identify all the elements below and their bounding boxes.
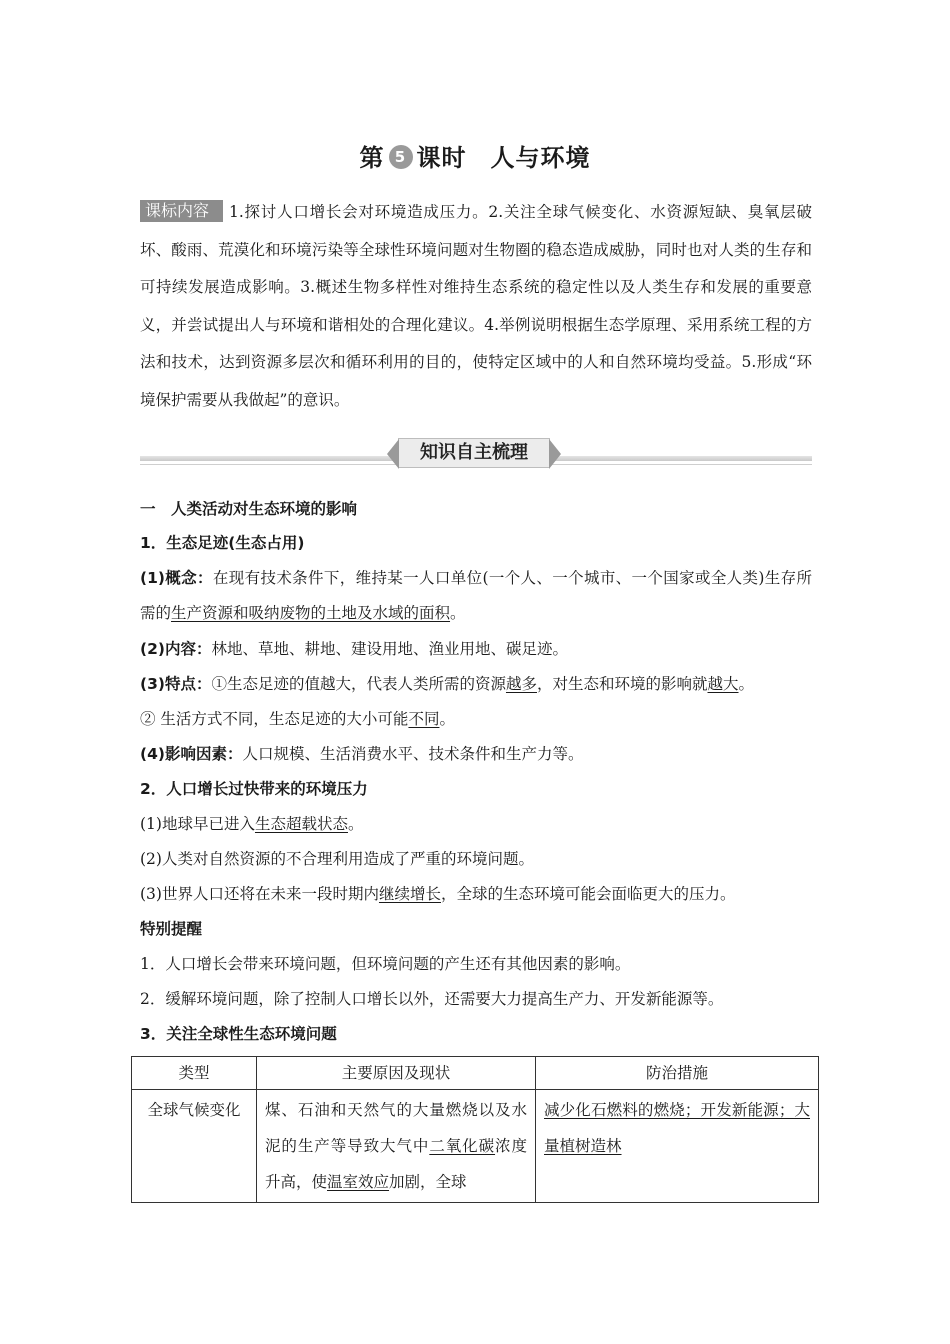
- s2-line-3: [140, 883, 815, 905]
- title-middle: 课时: [416, 144, 467, 172]
- tip-line-1: 1．人口增长会带来环境问题，但环境问题的产生还有其他因素的影响。: [140, 955, 631, 973]
- feature-label: (3)特点：: [140, 675, 212, 693]
- row1-cause-a: 煤、石油和天然气的大量燃烧以及水泥的生产等导致大气中: [265, 1101, 527, 1155]
- feature2-b: 。: [439, 710, 455, 728]
- s2-l3-answer: 继续增长: [378, 885, 441, 903]
- feature2-answer: 不同: [408, 710, 440, 728]
- feature2-a: ② 生活方式不同，生态足迹的大小可能: [140, 710, 409, 728]
- page-title: [0, 138, 950, 173]
- feature-line: [140, 673, 815, 695]
- lesson-number-badge: 5: [389, 145, 413, 169]
- environment-issues-table: [131, 1056, 819, 1203]
- table-header-row: [132, 1057, 819, 1090]
- feature-a: ①生态足迹的值越大，代表人类所需的资源: [211, 675, 506, 693]
- row1-type: 全球气候变化: [132, 1090, 257, 1203]
- content-label: (2)内容：: [140, 640, 212, 658]
- standards-text: 1.探讨人口增长会对环境造成压力。2.关注全球气候变化、水资源短缺、臭氧层破坏、酸雨、荒漠化和环境污染等全球性环境问题对生物圈的稳态造成威胁，同时也对人类的生存和可持续发展造成影响。3.概述生物多样性对维持生态系统的稳定性以及人类生存和发展的重要意义，并尝试提出人与环境和谐相处的合理化建议。4.举例说明根据生态学原理、采用系统工程的方法和技术，达到资源多层次和循环利用的目的，使特定区域中的人和自然环境均受益。5.形成“环境保护需要从我做起”的意识。: [140, 203, 812, 409]
- title-prefix: 第: [359, 144, 385, 172]
- table-header-type: 类型: [132, 1057, 257, 1090]
- s2-line-2: (2)人类对自然资源的不合理利用造成了严重的环境问题。: [140, 850, 534, 868]
- tip-line-2: 2．缓解环境问题，除了控制人口增长以外，还需要大力提高生产力、开发新能源等。: [140, 990, 724, 1008]
- factor-text: 人口规模、生活消费水平、技术条件和生产力等。: [242, 745, 584, 763]
- table-header-cause: 主要原因及现状: [257, 1057, 536, 1090]
- s2-l3-b: ，全球的生态环境可能会面临更大的压力。: [440, 885, 736, 903]
- row1-measure: [536, 1090, 819, 1203]
- content-line: [140, 638, 815, 660]
- section-banner: [140, 436, 812, 470]
- feature2-line: [140, 708, 815, 730]
- s1-heading: 1．生态足迹(生态占用): [140, 534, 305, 552]
- row1-cause-c: 加剧，全球: [389, 1173, 467, 1191]
- part1-heading: 一 人类活动对生态环境的影响: [140, 500, 358, 518]
- factor-label: (4)影响因素：: [140, 745, 243, 763]
- feature-b: ，对生态和环境的影响就: [536, 675, 708, 693]
- factor-line: [140, 743, 815, 765]
- s2-l1-a: (1)地球早已进入: [140, 815, 255, 833]
- row1-measure-answer: 减少化石燃料的燃烧；开发新能源；大量植树造林: [544, 1101, 810, 1155]
- feature-answer-2: 越大: [707, 675, 739, 693]
- row1-cause-answer-2: 温室效应: [327, 1173, 390, 1191]
- s2-l1-answer: 生态超载状态: [254, 815, 348, 833]
- s2-l1-b: 。: [347, 815, 364, 833]
- standards-tag: 课标内容: [140, 200, 223, 222]
- section-title: 知识自主梳理: [398, 438, 550, 468]
- table-row: [132, 1090, 819, 1203]
- concept-text: 在现有技术条件下，维持某一人口单位(一个人、一个城市、一个国家或全人类)生存所需的: [140, 569, 813, 622]
- row1-cause: [257, 1090, 536, 1203]
- row1-cause-answer-1: 二氧化碳: [429, 1137, 496, 1155]
- s3-heading: 3．关注全球性生态环境问题: [140, 1025, 337, 1043]
- s2-l3-a: (3)世界人口还将在未来一段时期内: [140, 885, 379, 903]
- concept-label: (1)概念：: [140, 569, 213, 587]
- curriculum-standards: [140, 194, 812, 419]
- concept-answer: 生产资源和吸纳废物的土地及水域的面积: [171, 604, 451, 622]
- table-header-measure: 防治措施: [536, 1057, 819, 1090]
- feature-answer-1: 越多: [505, 675, 537, 693]
- title-topic: 人与环境: [490, 144, 591, 172]
- s2-heading: 2．人口增长过快带来的环境压力: [140, 780, 368, 798]
- row1-cause-b: 浓度升高，使: [265, 1137, 527, 1191]
- feature-c: 。: [738, 675, 755, 693]
- concept-paragraph: [140, 561, 812, 631]
- tip-heading: 特别提醒: [140, 920, 203, 938]
- s2-line-1: [140, 813, 815, 835]
- content-text: 林地、草地、耕地、建设用地、渔业用地、碳足迹。: [211, 640, 568, 658]
- concept-end: 。: [450, 604, 466, 622]
